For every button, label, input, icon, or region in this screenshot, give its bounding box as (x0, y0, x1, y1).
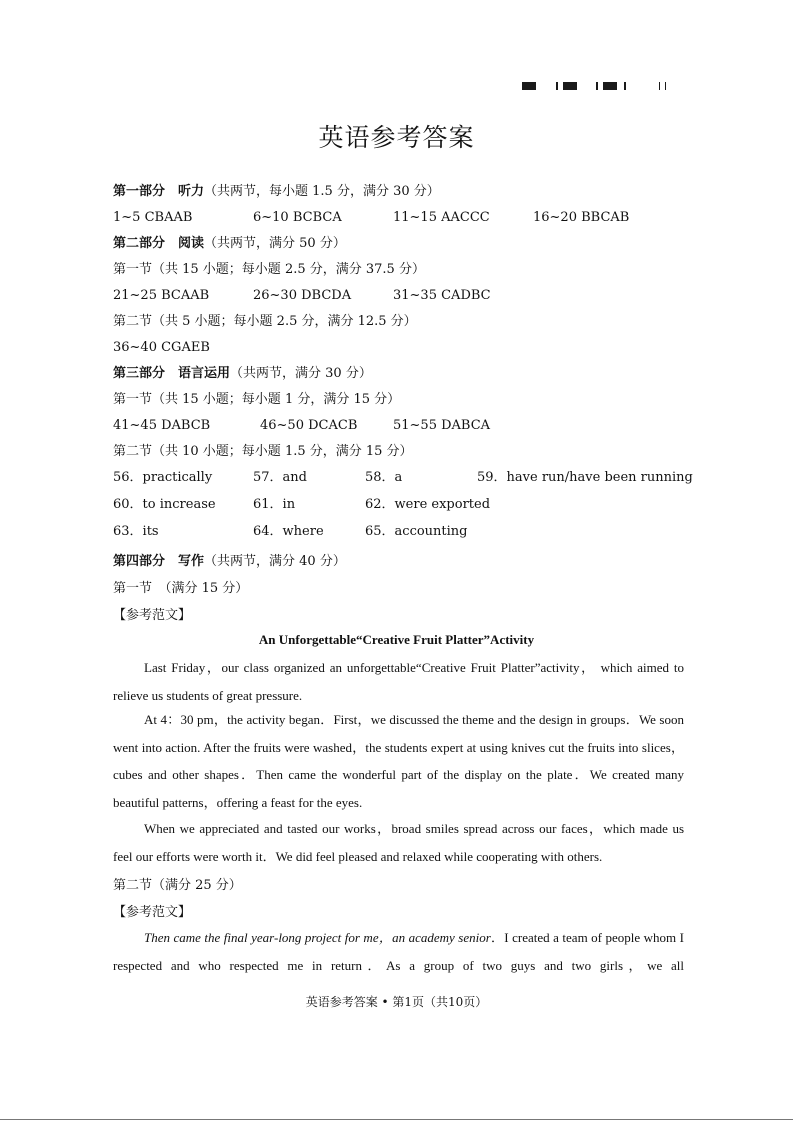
answer-group: 11~15 AACCC (393, 210, 490, 225)
essay-paragraph: At 4：30 pm，the activity began．First，we discussed the theme and the design in groups．We soon went into action. After the fruits were washed，the students expert at using knives cut the fruits into slices，cubes and other shapes．Then came the wonderful part of the display on the plate．We created many beautiful patterns，offering a feast for the eyes. (113, 712, 685, 810)
answer-group: 36~40 CGAEB (113, 340, 210, 355)
answer-group: 26~30 DBCDA (253, 288, 352, 303)
section-label: 第一节（共 15 小题；每小题 1 分，满分 15 分） (113, 392, 401, 407)
part3-heading: 第三部分 语言运用 (113, 366, 231, 381)
bottom-divider (0, 1119, 793, 1120)
continuation-italic: Then came the final year-long project for me，an academy senior (144, 930, 491, 945)
part1-heading: 第一部分 听力 (113, 184, 205, 199)
answer-group: 6~10 BCBCA (253, 210, 342, 225)
answer-group: 46~50 DCACB (260, 418, 358, 433)
part4-header (113, 553, 346, 571)
section-label: 第二节（共 5 小题；每小题 2.5 分，满分 12.5 分） (113, 314, 417, 329)
fill-answer: 56．practically (113, 470, 213, 485)
sample-label: 【参考范文】 (113, 608, 192, 623)
part4-heading: 第四部分 写作 (113, 554, 205, 569)
sample-label: 【参考范文】 (113, 905, 192, 920)
answer-group: 16~20 BBCAB (533, 210, 630, 225)
page-title: 英语参考答案 (318, 123, 475, 152)
fill-answer: 59．have run/have been running (477, 470, 693, 485)
fill-answer: 58．a (365, 470, 403, 485)
part2-heading: 第二部分 阅读 (113, 236, 205, 251)
fill-answer: 65．accounting (365, 524, 468, 539)
answer-group: 41~45 DABCB (113, 418, 211, 433)
page-footer: 英语参考答案 • 第1页（共10页） (305, 995, 488, 1009)
answer-group: 1~5 CBAAB (113, 210, 193, 225)
part3-note: （共两节，满分 30 分） (230, 366, 372, 381)
fill-answer: 64．where (253, 524, 324, 539)
part1-note: （共两节，每小题 1.5 分，满分 30 分） (204, 184, 440, 199)
answer-group: 51~55 DABCA (393, 418, 491, 433)
section-label: 第二节（满分 25 分） (113, 878, 242, 893)
answer-group: 31~35 CADBC (393, 288, 491, 303)
part2-header (113, 235, 346, 253)
essay-paragraph: Last Friday，our class organized an unforgettable“Creative Fruit Platter”activity， which aimed to relieve us students of great pressure. (113, 660, 684, 703)
section-label: 第一节（共 15 小题；每小题 2.5 分，满分 37.5 分） (113, 262, 425, 277)
part4-note: （共两节，满分 40 分） (204, 554, 346, 569)
answer-group: 21~25 BCAAB (113, 288, 210, 303)
fill-answer: 62．were exported (365, 497, 491, 512)
essay-title: An Unforgettable“Creative Fruit Platter”Activity (258, 632, 535, 647)
fill-answer: 57．and (253, 470, 307, 485)
fill-answer: 60．to increase (113, 497, 216, 512)
section-label: 第一节 （满分 15 分） (113, 581, 249, 596)
fill-answer: 61．in (253, 497, 296, 512)
part3-header (113, 365, 372, 383)
continuation-text: ．I created a team of people whom I respected and who respected me in return．As a group of two guys and two girls，we all (113, 930, 684, 973)
part1-header (113, 183, 440, 201)
essay-paragraph: When we appreciated and tasted our works，broad smiles spread across our faces，which made us feel our efforts were worth it．We did feel pleased and relaxed while cooperating with others. (113, 821, 684, 864)
section-label: 第二节（共 10 小题；每小题 1.5 分，满分 15 分） (113, 444, 413, 459)
fill-answer: 63．its (113, 524, 159, 539)
part2-note: （共两节，满分 50 分） (204, 236, 346, 251)
continuation-paragraph (113, 924, 684, 979)
